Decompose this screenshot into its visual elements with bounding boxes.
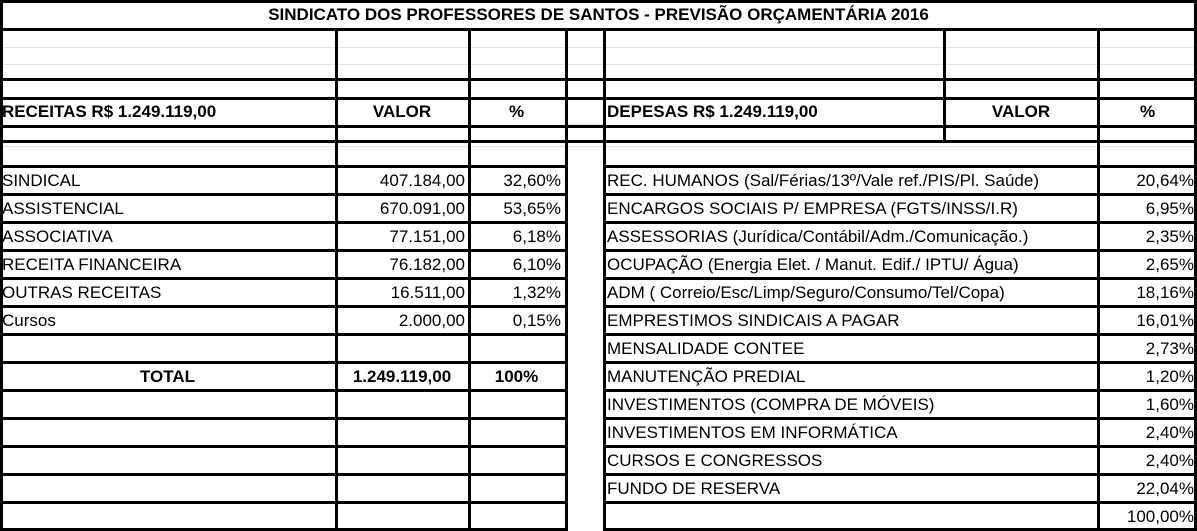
despesa-label: CURSOS E CONGRESSOS bbox=[607, 451, 823, 470]
despesa-label: ASSESSORIAS (Jurídica/Contábil/Adm./Comunicação.) bbox=[607, 227, 1029, 246]
despesa-label: EMPRESTIMOS SINDICAIS A PAGAR bbox=[607, 311, 900, 330]
receitas-total-label: TOTAL bbox=[139, 367, 196, 386]
receitas-total-valor: 1.249.119,00 bbox=[352, 367, 452, 386]
grid-line bbox=[0, 417, 565, 420]
despesa-label: MENSALIDADE CONTEE bbox=[607, 339, 805, 358]
receita-label: SINDICAL bbox=[2, 171, 81, 190]
despesa-label: FUNDO DE RESERVA bbox=[607, 479, 781, 498]
despesa-pct: 2,35% bbox=[1145, 227, 1194, 246]
receita-label: ASSOCIATIVA bbox=[2, 227, 113, 246]
despesa-pct: 6,95% bbox=[1145, 199, 1194, 218]
grid-line bbox=[0, 47, 1197, 48]
receita-label: Cursos bbox=[2, 311, 56, 330]
despesa-label: ADM ( Correio/Esc/Limp/Seguro/Consumo/Tel/Copa) bbox=[607, 283, 1005, 302]
receita-valor: 16.511,00 bbox=[390, 283, 465, 302]
despesa-label: INVESTIMENTOS EM INFORMÁTICA bbox=[607, 423, 898, 442]
grid-line bbox=[0, 501, 565, 504]
despesa-pct: 2,40% bbox=[1145, 451, 1194, 470]
grid-line bbox=[0, 473, 565, 476]
receita-label: RECEITA FINANCEIRA bbox=[2, 255, 182, 274]
receita-valor: 407.184,00 bbox=[379, 171, 465, 190]
despesa-pct: 2,40% bbox=[1145, 423, 1194, 442]
receitas-total-pct: 100% bbox=[494, 367, 539, 386]
grid-line bbox=[0, 64, 1197, 65]
despesa-pct: 2,65% bbox=[1145, 255, 1194, 274]
receita-pct: 6,18% bbox=[512, 227, 561, 246]
despesa-label: INVESTIMENTOS (COMPRA DE MÓVEIS) bbox=[607, 395, 935, 414]
receitas-header-label: RECEITAS R$ 1.249.119,00 bbox=[2, 102, 217, 121]
despesa-label: ENCARGOS SOCIAIS P/ EMPRESA (FGTS/INSS/I.R) bbox=[607, 199, 1018, 218]
despesa-pct: 22,04% bbox=[1136, 479, 1194, 498]
sheet-title: SINDICATO DOS PROFESSORES DE SANTOS - PREVISÃO ORÇAMENTÁRIA 2016 bbox=[268, 5, 929, 24]
despesas-header-label: DEPESAS R$ 1.249.119,00 bbox=[607, 102, 818, 121]
despesa-pct: 18,16% bbox=[1136, 283, 1194, 302]
despesa-pct: 1,60% bbox=[1145, 395, 1194, 414]
despesas-total-pct: 100,00% bbox=[1126, 507, 1194, 526]
despesa-label: OCUPAÇÃO (Energia Elet. / Manut. Edif./ IPTU/ Água) bbox=[607, 255, 1019, 274]
grid-line bbox=[0, 146, 1197, 147]
grid-line bbox=[0, 140, 1197, 143]
despesas-header-valor: VALOR bbox=[991, 102, 1051, 121]
receita-label: ASSISTENCIAL bbox=[2, 199, 124, 218]
despesa-pct: 1,20% bbox=[1145, 367, 1194, 386]
receita-valor: 670.091,00 bbox=[379, 199, 465, 218]
receita-valor: 2.000,00 bbox=[398, 311, 465, 330]
grid-line bbox=[565, 28, 568, 531]
receita-valor: 76.182,00 bbox=[389, 255, 465, 274]
receita-pct: 0,15% bbox=[512, 311, 561, 330]
despesa-label: MANUTENÇÃO PREDIAL bbox=[607, 367, 806, 386]
despesas-header-pct: % bbox=[1139, 102, 1156, 121]
grid-line bbox=[0, 78, 1197, 81]
receita-pct: 1,32% bbox=[512, 283, 561, 302]
despesa-pct: 20,64% bbox=[1136, 171, 1194, 190]
receita-valor: 77.151,00 bbox=[389, 227, 465, 246]
grid-line bbox=[0, 445, 565, 448]
receita-pct: 32,60% bbox=[503, 171, 561, 190]
receitas-header-valor: VALOR bbox=[372, 102, 432, 121]
despesa-pct: 2,73% bbox=[1145, 339, 1194, 358]
receita-pct: 53,65% bbox=[503, 199, 561, 218]
receita-pct: 6,10% bbox=[512, 255, 561, 274]
receita-label: OUTRAS RECEITAS bbox=[2, 283, 162, 302]
despesa-label: REC. HUMANOS (Sal/Férias/13º/Vale ref./PIS/Pl. Saúde) bbox=[607, 171, 1039, 190]
receitas-header-pct: % bbox=[508, 102, 525, 121]
despesa-pct: 16,01% bbox=[1136, 311, 1194, 330]
